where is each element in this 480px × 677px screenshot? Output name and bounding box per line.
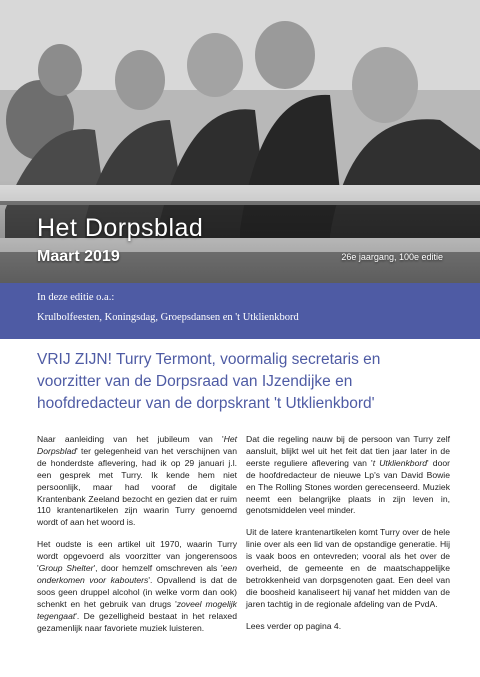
article-column-left: [37, 434, 237, 645]
paragraph-text: ', door hemzelf omschreven als ': [93, 563, 223, 574]
edition-label: 26e jaargang, 100e editie: [341, 252, 443, 262]
article-column-right: [246, 434, 450, 643]
issue-date: Maart 2019: [37, 248, 120, 265]
article-paragraph: [37, 434, 237, 529]
emphasis-text: een onderkomen voor kabouters: [37, 563, 237, 585]
article-paragraph: [246, 434, 450, 517]
paragraph-text: Het oudste is een artikel uit 1970, waarin Turry wordt opgevoerd als voorzitter van jongerensoos ': [37, 539, 237, 574]
contents-band: [0, 283, 480, 339]
article-paragraph: [37, 539, 237, 634]
emphasis-text: zoveel mogelijk tegengaat: [37, 598, 237, 621]
emphasis-text: Het Dorpsblad: [37, 434, 237, 456]
cover-photo: [0, 0, 480, 283]
paragraph-text: ' ter gelegenheid van het verschijnen van de honderdste aflevering, had ik op 29 januari j.l. een gesprek met Turry. Ik kende hem niet persoonlijk, maar had vooraf de digitale Krantenbank Zeeland bezocht en gezien dat er ruim 110 krantenartikelen zijn waarin Turry genoemd wordt of aan het woord is.: [37, 445, 237, 528]
emphasis-text: Group Shelter: [38, 563, 94, 574]
continued-note: [246, 621, 450, 633]
contents-topics: Krulbolfeesten, Koningsdag, Groepsdansen en 't Utklienkbord: [37, 312, 299, 323]
paragraph-text: ' door de hoofdredacteur de nieuwe Lp's van David Bowie en The Rolling Stones worden gerecenseerd. Muziek neemt een belangrijke plaats in zijn leven in, genotsmiddelen veel minder.: [246, 457, 450, 516]
contents-intro: In deze editie o.a.:: [37, 292, 115, 303]
paragraph-text: Lees verder op pagina 4.: [246, 620, 342, 631]
paragraph-text: '. De gezelligheid bestaat in het relaxed gezamenlijk naar favoriete muziek luisteren.: [37, 610, 237, 633]
paragraph-text: Dat die regeling nauw bij de persoon van Turry zelf aansluit, blijkt wel uit het feit dat tien jaar later in de eerste reguliere aflevering van ': [246, 434, 450, 468]
paragraph-text: '. Opvallend is dat de soos geen druppel alcohol (in welke vorm dan ook) schenkt en het gebruik van drugs ': [37, 574, 237, 609]
paragraph-text: Naar aanleiding van het jubileum van ': [37, 434, 224, 444]
article-paragraph: [246, 527, 450, 610]
masthead-title: Het Dorpsblad: [37, 214, 204, 242]
paragraph-text: Uit de latere krantenartikelen komt Turry over de hele linie over als een lid van de opstandige generatie. Hij is vaak boos en ontevreden; vooral als het over de overheid, de gemeente en de maatschappelijke betrokkenheid van dorpsgenoten gaat. Een deel van die boosheid kanaliseert hij vanaf het midden van de jaren tachtig in de regionale afdeling van de PvdA.: [246, 527, 450, 609]
emphasis-text: t Utklienkbord: [372, 457, 427, 468]
article-headline: VRIJ ZIJN! Turry Termont, voormalig secretaris en voorzitter van de Dorpsraad van IJzendijke en hoofdredacteur van de dorpskrant 't Utklienkbord': [37, 351, 381, 412]
